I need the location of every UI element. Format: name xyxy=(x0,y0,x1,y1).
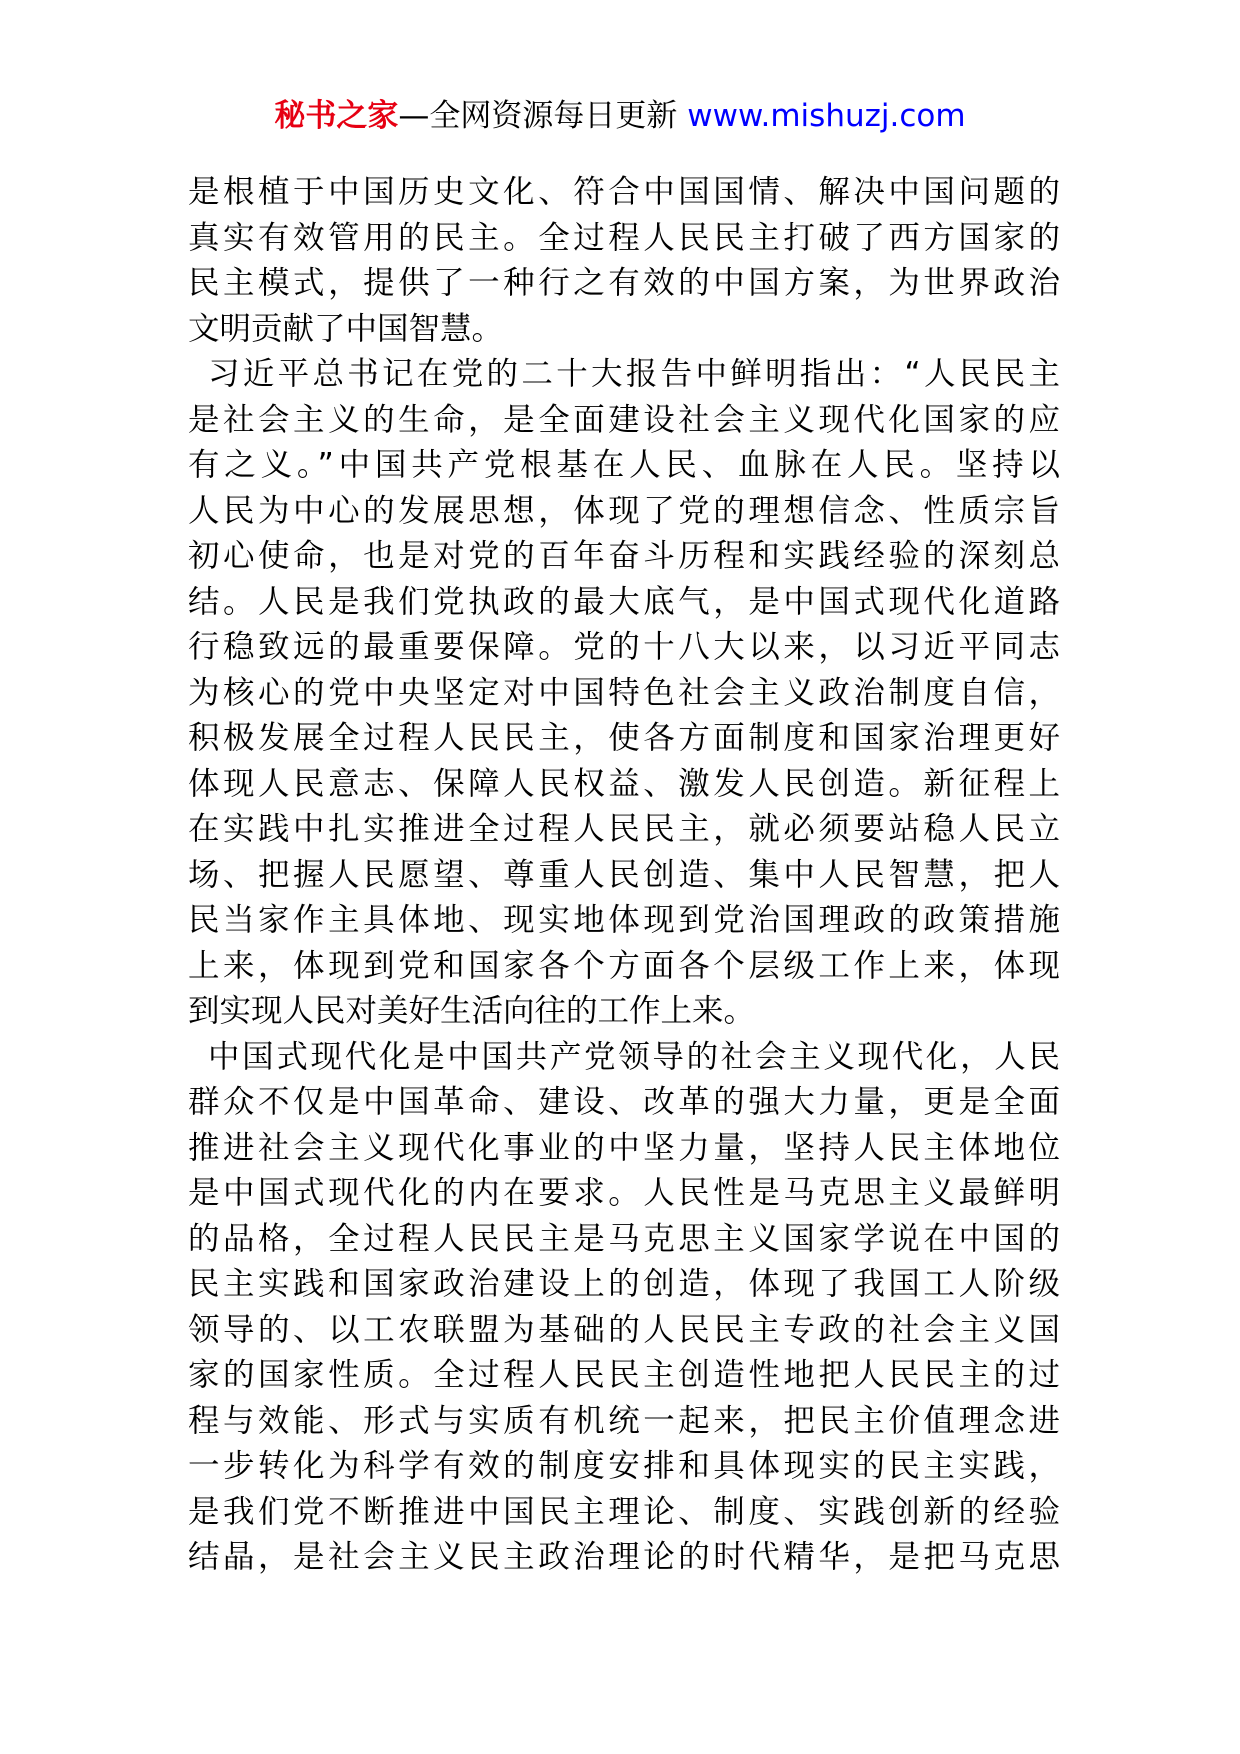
text-line: 场、把握人民愿望、尊重人民创造、集中人民智慧，把人 xyxy=(188,856,1060,893)
text-line: 是中国式现代化的内在要求。人民性是马克思主义最鲜明 xyxy=(188,1175,1060,1211)
text-line: 家的国家性质。全过程人民民主创造性地把人民民主的过 xyxy=(188,1357,1060,1393)
text-line: 是根植于中国历史文化、符合中国国情、解决中国问题的 xyxy=(188,174,1060,210)
text-line: 初心使命，也是对党的百年奋斗历程和实践经验的深刻总 xyxy=(188,538,1060,574)
text-line: 上来，体现到党和国家各个方面各个层级工作上来，体现 xyxy=(188,947,1060,984)
text-line: 积极发展全过程人民民主，使各方面制度和国家治理更好 xyxy=(188,720,1060,756)
text-line: 推进社会主义现代化事业的中坚力量，坚持人民主体地位 xyxy=(188,1129,1060,1166)
text-line: 结晶，是社会主义民主政治理论的时代精华，是把马克思 xyxy=(188,1539,1060,1575)
text-line: 体现人民意志、保障人民权益、激发人民创造。新征程上 xyxy=(188,765,1060,802)
text-line: 有之义。”中国共产党根基在人民、血脉在人民。坚持以 xyxy=(188,447,1060,483)
text-line: 民主实践和国家政治建设上的创造，体现了我国工人阶级 xyxy=(188,1266,1060,1302)
text-line: 民当家作主具体地、现实地体现到党治国理政的政策措施 xyxy=(188,902,1060,938)
text-line: 人民为中心的发展思想，体现了党的理想信念、性质宗旨 xyxy=(188,492,1060,529)
text-line: 到实现人民对美好生活向往的工作上来。 xyxy=(188,993,756,1029)
header-tagline: —全网资源每日更新 xyxy=(398,98,688,134)
text-line: 真实有效管用的民主。全过程人民民主打破了西方国家的 xyxy=(188,219,1060,256)
text-line: 领导的、以工农联盟为基础的人民民主专政的社会主义国 xyxy=(188,1311,1060,1348)
text-line: 为核心的党中央坚定对中国特色社会主义政治制度自信， xyxy=(188,674,1060,711)
text-line: 群众不仅是中国革命、建设、改革的强大力量，更是全面 xyxy=(188,1084,1060,1120)
text-line: 程与效能、形式与实质有机统一起来，把民主价值理念进 xyxy=(188,1402,1060,1439)
text-line: 是社会主义的生命，是全面建设社会主义现代化国家的应 xyxy=(188,401,1060,438)
text-line: 的品格，全过程人民民主是马克思主义国家学说在中国的 xyxy=(188,1220,1060,1257)
brand-name: 秘书之家 xyxy=(274,98,399,134)
site-url-link[interactable]: www.mishuzj.com xyxy=(687,98,966,134)
text-line: 一步转化为科学有效的制度安排和具体现实的民主实践， xyxy=(188,1448,1060,1484)
text-line: 中国式现代化是中国共产党领导的社会主义现代化，人民 xyxy=(208,1038,1060,1075)
document-body xyxy=(188,170,1060,1581)
text-line: 结。人民是我们党执政的最大底气，是中国式现代化道路 xyxy=(188,583,1060,620)
text-line: 在实践中扎实推进全过程人民民主，就必须要站稳人民立 xyxy=(188,811,1060,847)
page-header xyxy=(0,94,1240,138)
text-line: 行稳致远的最重要保障。党的十八大以来，以习近平同志 xyxy=(188,629,1060,665)
text-line: 是我们党不断推进中国民主理论、制度、实践创新的经验 xyxy=(188,1493,1060,1530)
text-line: 民主模式，提供了一种行之有效的中国方案，为世界政治 xyxy=(188,265,1060,301)
text-line: 习近平总书记在党的二十大报告中鲜明指出：“人民民主 xyxy=(208,356,1060,392)
text-line: 文明贡献了中国智慧。 xyxy=(188,310,504,347)
